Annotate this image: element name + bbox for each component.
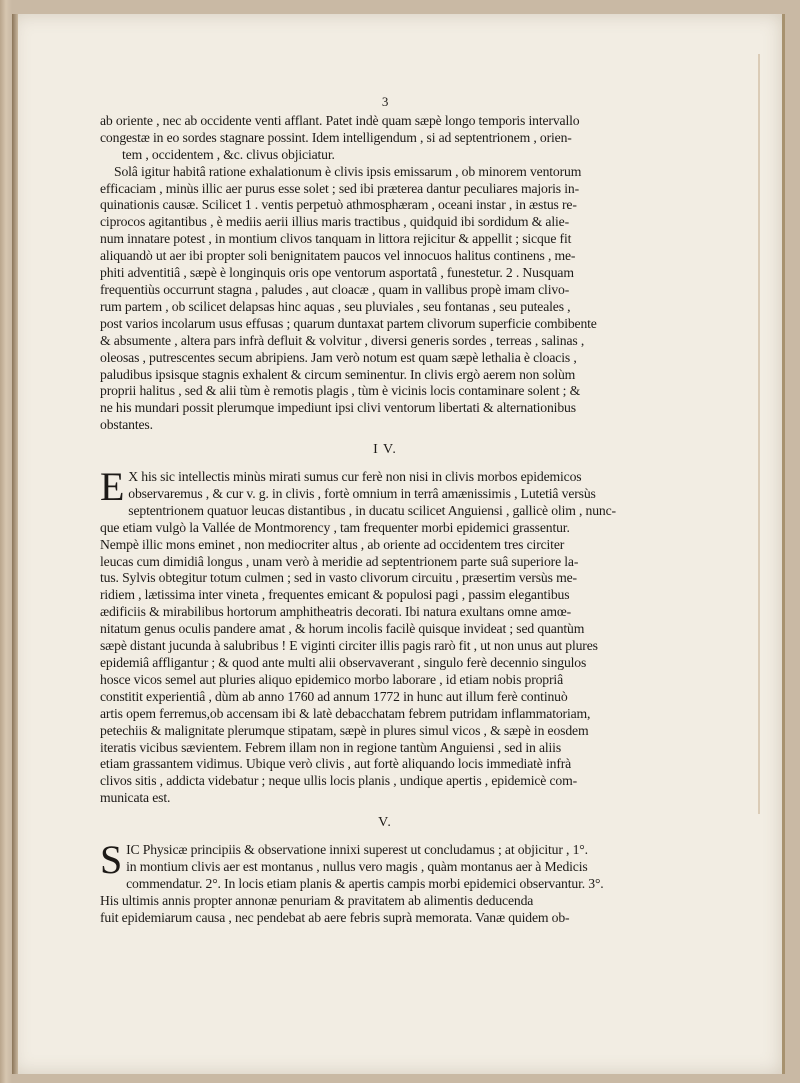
- text-line: obstantes.: [100, 417, 153, 433]
- margin-stain: [758, 54, 788, 814]
- section-heading-iv: I V.: [373, 442, 397, 458]
- text-line: petechiis & malignitate plerumque stipatam, sæpè in plures simul vicos , & sæpè in eosdem: [100, 722, 589, 738]
- text-line: congestæ in eo sordes stagnare possint. Idem intelligendum , si ad septentrionem , orien-: [100, 129, 572, 145]
- page-text: [100, 94, 670, 927]
- text-line: septentrionem quatuor leucas distantibus , in ducatu scilicet Anguiensi , gallicè olim , nunc-: [128, 502, 616, 518]
- text-line: quinationis causæ. Scilicet 1 . ventis perpetuò athmosphæram , oceani instar , in æstus re-: [100, 197, 577, 213]
- drop-cap: E: [100, 464, 125, 510]
- text-line: rum partem , ob scilicet delapsas hinc aquas , seu pluviales , seu fontanas , seu puteales ,: [100, 298, 571, 314]
- page-number: 3: [381, 94, 389, 109]
- text-line: IC Physicæ principiis & observatione innixi superest ut concludamus ; at objicitur , 1°.: [126, 842, 588, 858]
- text-line: frequentiùs occurrunt stagna , paludes , aut cloacæ , quam in vallibus propè imam clivo-: [100, 281, 570, 297]
- text-line: fuit epidemiarum causa , nec pendebat ab aere febris suprà memorata. Vanæ quidem ob-: [100, 909, 570, 925]
- drop-cap: S: [100, 837, 123, 883]
- text-line: post varios incolarum usus effusas ; quarum duntaxat partem clivorum superficie combibente: [100, 315, 597, 331]
- text-line: oleosas , putrescentes secum abripiens. Jam verò notum est quam sæpè lethalia è cloacis ,: [100, 349, 577, 365]
- text-line: in montium clivis aer est montanus , nullus vero magis , quàm montanus aer à Medicis: [126, 858, 588, 874]
- text-line: tus. Sylvis obtegitur totum culmen ; sed in vasto clivorum circuitu , præsertim versùs me-: [100, 570, 577, 586]
- text-line: Solâ igitur habitâ ratione exhalationum è clivis ipsis emissarum , ob minorem ventorum: [114, 163, 582, 179]
- text-line: ciprocos agitantibus , è mediis aerii illius maris tractibus , quidquid ibi sordidum & alie-: [100, 214, 569, 230]
- section-heading-v: V.: [378, 815, 392, 831]
- page-spine-shadow: [12, 14, 18, 1074]
- text-line: paludibus ipsisque stagnis exhalent & circum seminentur. In clivis ergò aerem non solùm: [100, 366, 576, 382]
- paragraph-3: [100, 464, 670, 807]
- text-line: X his sic intellectis minùs mirati sumus cur ferè non nisi in clivis morbos epidemicos: [128, 469, 582, 485]
- text-line: leucas cum dimidiâ longus , unam verò à meridie ad septentrionem parte suâ superiore la-: [100, 553, 579, 569]
- text-line: artis opem ferremus,ob accensam ibi & latè debacchatam febrem putridam inflammatoriam,: [100, 705, 591, 721]
- text-line: proprii halitus , sed & alii tùm è remotis plagis , tùm è vicinis locis contaminare solent ; &: [100, 383, 581, 399]
- text-line: Nempè illic mons eminet , non mediocriter altus , ab oriente ad occidentem tres circiter: [100, 536, 565, 552]
- text-line: clivos sitis , addicta videbatur ; neque ullis locis planis , undique apertis , epidemicè com-: [100, 773, 578, 789]
- text-line: iteratis vicibus sævientem. Febrem illam non in regione tantùm Anguiensi , sed in aliis: [100, 739, 561, 755]
- text-line: phiti adventitiâ , sæpè è longinquis oris ope ventorum asportatâ , funestetur. 2 . Nusquam: [100, 265, 574, 281]
- paragraph-1: [100, 113, 670, 164]
- text-line: que etiam vulgò la Vallée de Montmorency , tam frequenter morbi epidemici grassentur.: [100, 519, 570, 535]
- text-line: nitatum genus oculis pandere amat , & horum incolis facilè quisque invideat ; sed quantùm: [100, 621, 585, 637]
- text-line: aliquandò ut aer ibi propter soli benignitatem paucos vel innocuos halitus continens , me-: [100, 248, 576, 264]
- text-line: sæpè distant jucunda à salubribus ! E viginti circiter illis pagis rarò fit , ut non unus aut plures: [100, 638, 598, 654]
- text-line: ne his mundari possit plerumque impediunt ipsi clivi ventorum libertati & alternationibus: [100, 400, 576, 416]
- text-line: num innatare potest , in montium clivos tanquam in littora rejicitur & appellit ; sicque fit: [100, 231, 572, 247]
- text-line: ædificiis & mirabilibus hortorum amphitheatris decorati. Ibi natura exultans omne amœ-: [100, 604, 571, 620]
- paragraph-4: [100, 837, 670, 927]
- text-line: ridiem , lætissima inter vineta , frequentes emicant & populosi pagi , passim elegantibus: [100, 587, 570, 603]
- text-line: efficaciam , minùs illic aer purus esse solet ; sed ibi præterea dantur peculiares majoris in-: [100, 180, 579, 196]
- text-line: etiam grassantem vidimus. Ubique verò clivis , aut fortè aliquando locis immediatè infrà: [100, 756, 572, 772]
- text-line: observaremus , & cur v. g. in clivis , fortè omnium in terrâ amænissimis , Lutetiâ versùs: [128, 485, 596, 501]
- paragraph-2: [100, 164, 670, 435]
- text-line: hosce vicos semel aut pluries aliquo epidemico morbo laborare , id etiam nobis propriâ: [100, 671, 563, 687]
- text-line: epidemiâ affligantur ; & quod ante multi alii observaverant , singulo ferè decennio singulos: [100, 655, 587, 670]
- text-line: commendatur. 2°. In locis etiam planis & apertis campis morbi epidemici observantur. 3°.: [126, 875, 604, 891]
- text-line: tem , occidentem , &c. clivus objiciatur.: [122, 146, 335, 162]
- text-line: His ultimis annis propter annonæ penuriam & pravitatem ab alimentis deducenda: [100, 892, 534, 908]
- text-line: constitit experientiâ , dùm ab anno 1760 ad annum 1772 in hunc aut illum ferè continuò: [100, 688, 568, 704]
- text-line: ab oriente , nec ab occidente venti afflant. Patet indè quam sæpè longo temporis intervallo: [100, 112, 580, 128]
- text-line: municata est.: [100, 790, 171, 806]
- book-page: [12, 14, 785, 1074]
- text-line: & absumente , altera pars infrà defluit & volvitur , diversi generis sordes , terreas , salinas ,: [100, 332, 585, 348]
